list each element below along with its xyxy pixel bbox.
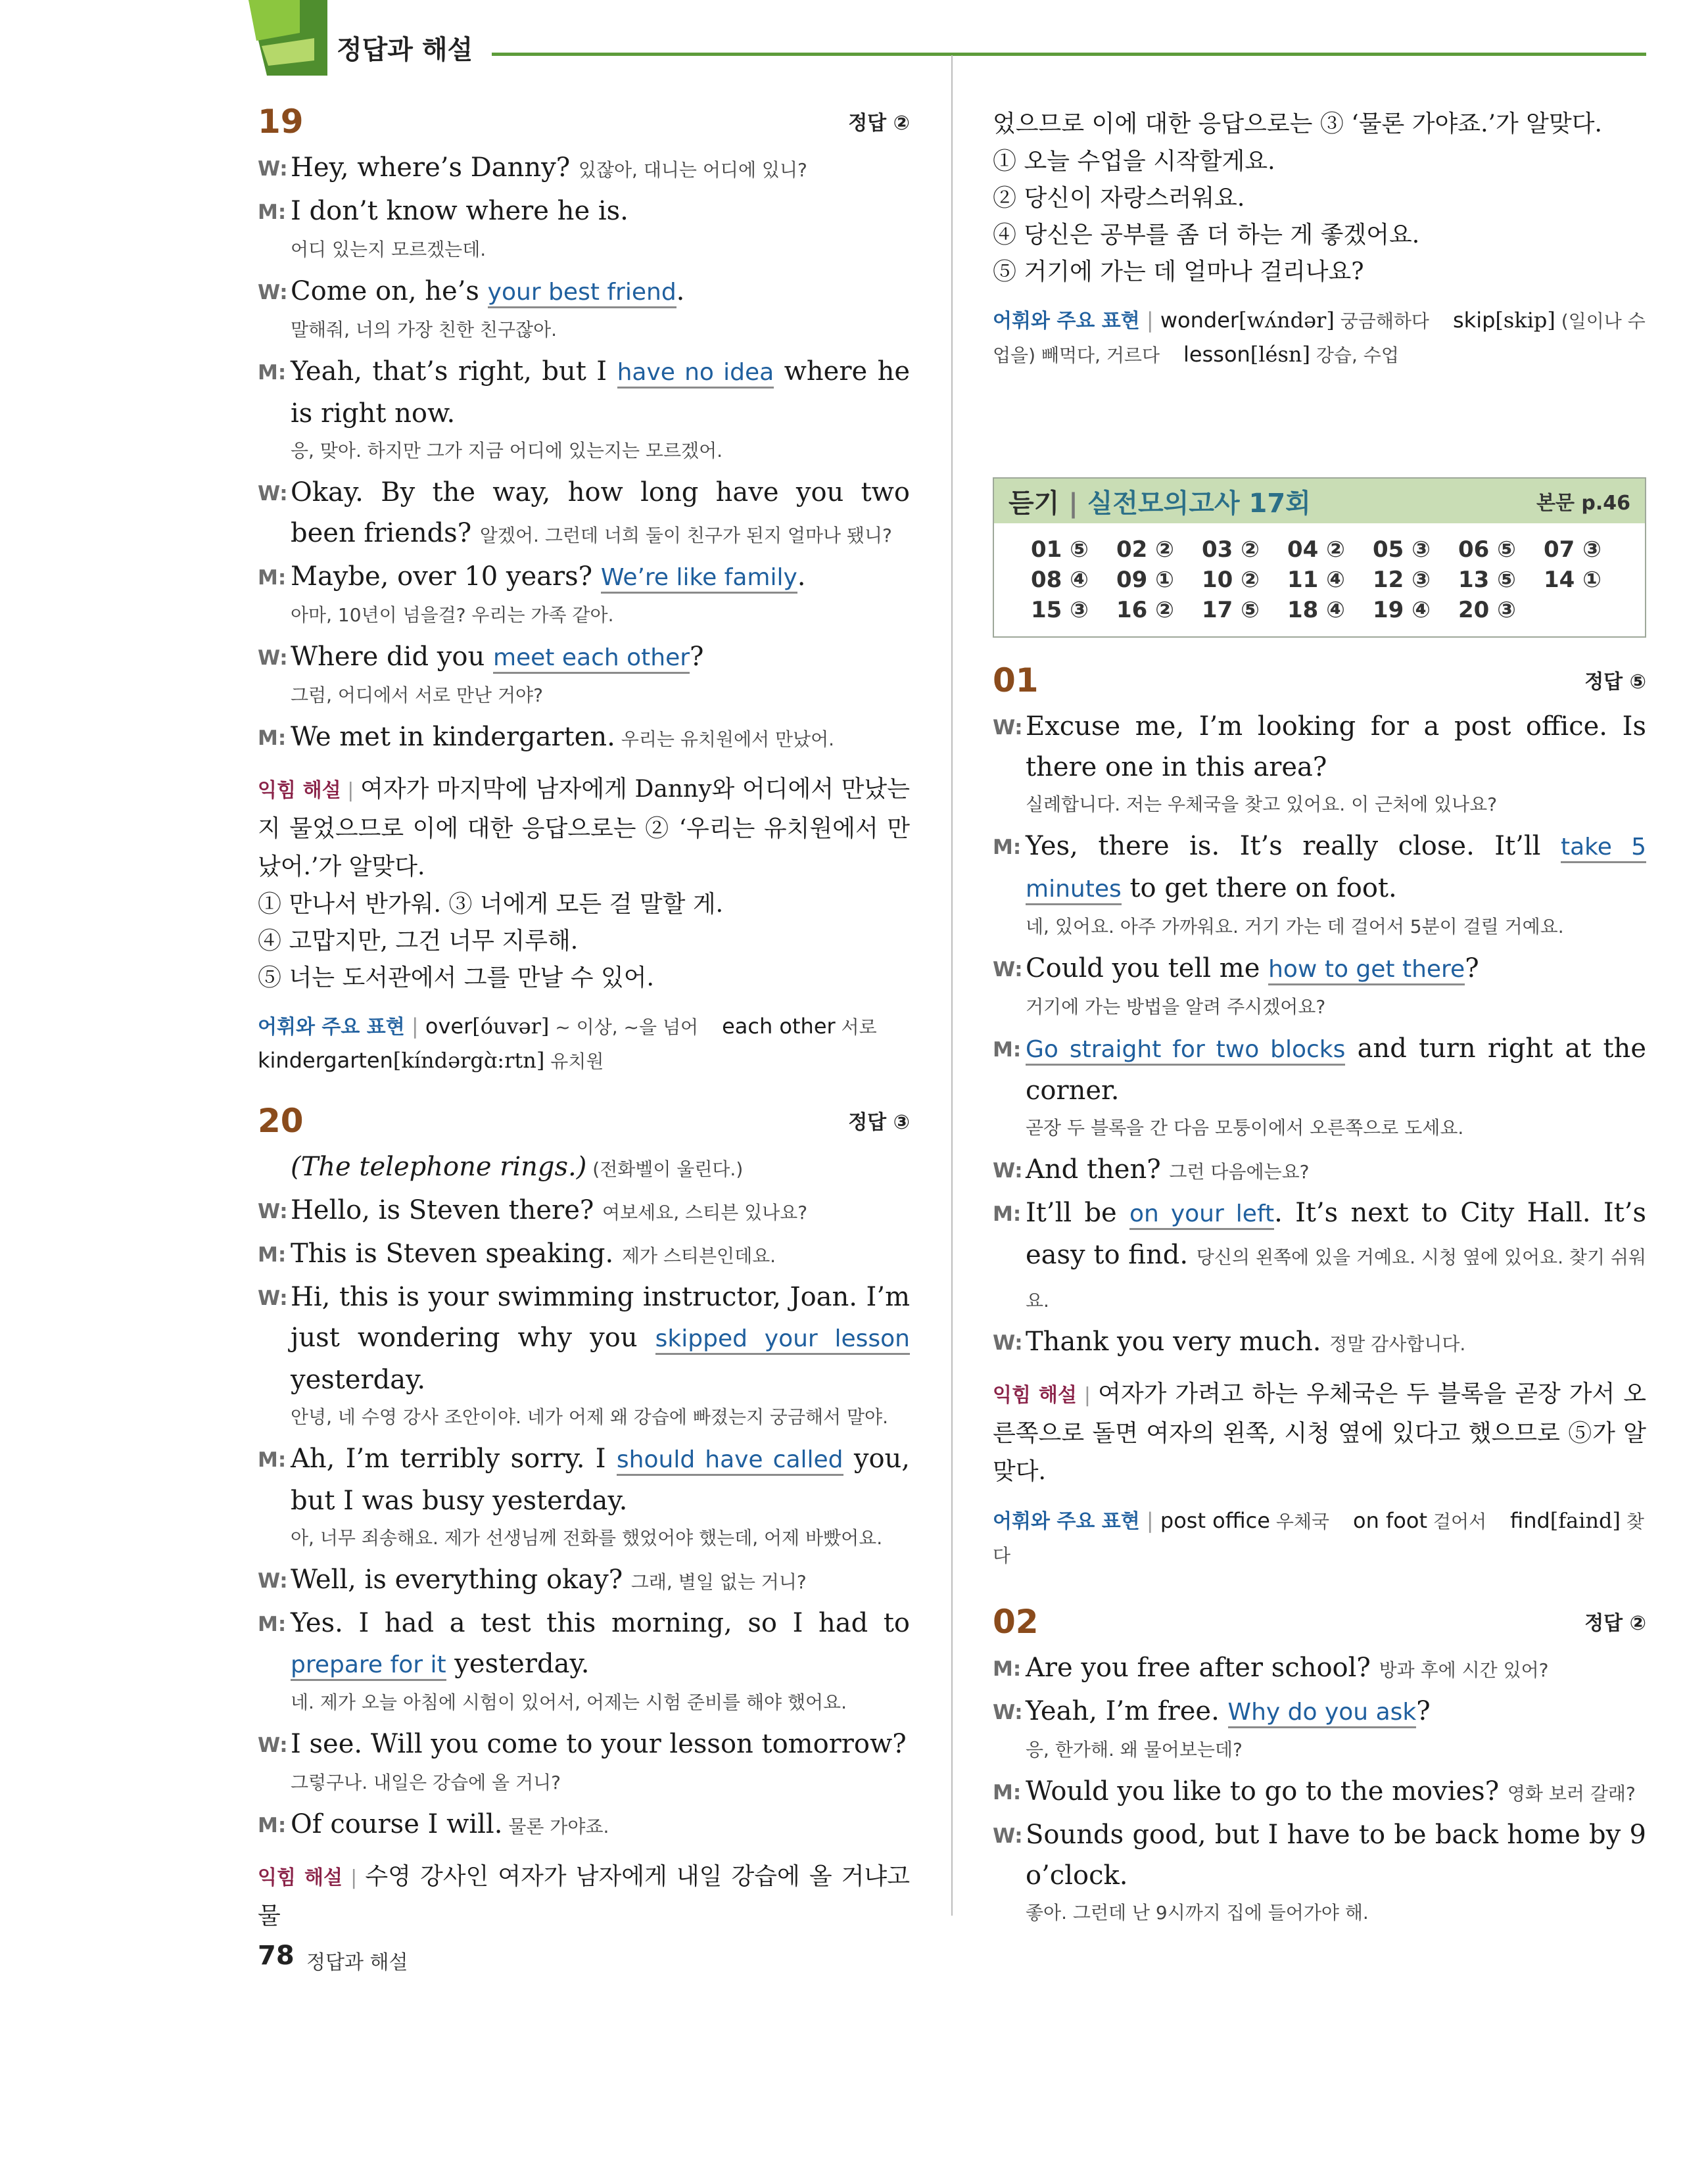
answer-key-header: 듣기 | 실전모의고사 17회 본문 p.46 (994, 479, 1645, 523)
line-english: Could you tell me (1026, 953, 1269, 983)
vocabulary: 어휘와 주요 표현 | wonder[wʌ́ndər] 궁금해하다 skip[skip] (일이나 수업을) 빼먹다, 거르다 lesson[lésn] 강습, 수업 (993, 308, 1646, 367)
question-20-header (258, 1102, 910, 1140)
line-english: Are you free after school? (1026, 1653, 1379, 1683)
right-column (993, 105, 1646, 1934)
line-english: It’ll be (1026, 1198, 1129, 1228)
answer-key-grid (994, 523, 1645, 636)
line-english: We met in kindergarten. (291, 722, 615, 752)
dialogue-line (258, 147, 910, 191)
line-text (291, 1190, 910, 1233)
vocab-entry (425, 1014, 698, 1039)
line-translation: 알겠어. 그런데 너희 둘이 친구가 된지 얼마나 됐니? (479, 525, 892, 546)
line-translation: 거기에 가는 방법을 알려 주시겠어요? (1026, 996, 1326, 1018)
line-text (1026, 1814, 1646, 1896)
line-text (1026, 1771, 1646, 1814)
line-text (291, 191, 910, 233)
vocab-pronunciation: [skip] (1495, 308, 1555, 333)
answer-key-item: 04 ② (1287, 536, 1345, 563)
line-english: yesterday. (291, 1365, 426, 1395)
dialogue-line (258, 1277, 910, 1400)
line-english: Ah, I’m terribly sorry. I (291, 1444, 617, 1474)
line-english: and turn right at the corner. (1026, 1033, 1646, 1106)
dialogue-line (993, 948, 1646, 990)
speaker-label: W: (258, 482, 288, 506)
speaker-label: M: (993, 1202, 1022, 1226)
vocab-word: wonder (1160, 308, 1239, 333)
line-translation: 물론 가야죠. (502, 1816, 609, 1837)
dialogue-line (993, 1321, 1646, 1365)
line-text (1026, 1647, 1646, 1691)
explanation: 익힘 해설 | 여자가 마지막에 남자에게 Danny와 어디에서 만났는지 물었으므로 이에 대한 응답으로는 ② ‘우리는 유치원에서 만났어.’가 알맞다. (258, 776, 910, 880)
answer-key-item: 13 ⑤ (1458, 567, 1516, 593)
answer-option: ① 만나서 반가워. ③ 너에게 모든 걸 말할 게. (258, 891, 724, 918)
key-phrase: have no idea (617, 359, 774, 389)
line-english: Sounds good, but I have to be back home by 9 o’clock. (1026, 1820, 1646, 1891)
dialogue-02 (993, 1647, 1646, 1930)
speaker-label: M: (258, 1448, 287, 1472)
line-translation: 아, 너무 죄송해요. 제가 선생님께 전화를 했었어야 했는데, 어제 바빴어요. (291, 1527, 883, 1549)
dialogue-19 (258, 147, 910, 760)
vocabulary-label: 어휘와 주요 표현 (993, 1510, 1140, 1533)
line-translation: 그래, 별일 없는 거니? (630, 1571, 807, 1593)
vocab-pronunciation: [lésn] (1250, 342, 1310, 367)
line-text (291, 472, 910, 556)
line-english: I don’t know where he is. (291, 196, 629, 226)
explanation: 익힘 해설 | 여자가 가려고 하는 우체국은 두 블록을 곧장 가서 오른쪽으로 돌면 여자의 왼쪽, 시청 옆에 있다고 했으므로 ⑤가 알맞다. (993, 1381, 1646, 1485)
vocab-entry (258, 1048, 604, 1073)
dialogue-line (258, 1233, 910, 1277)
line-english: This is Steven speaking. (291, 1239, 622, 1269)
speaker-label: W: (993, 1331, 1023, 1355)
key-phrase: meet each other (493, 644, 690, 674)
answer-key-item: 03 ② (1202, 536, 1260, 563)
line-english: Yeah, I’m free. (1026, 1696, 1228, 1726)
key-phrase: on your left (1129, 1200, 1274, 1230)
dialogue-line (993, 706, 1646, 788)
line-english: Well, is everything okay? (291, 1565, 631, 1595)
line-english: Yeah, that’s right, but I (291, 356, 617, 387)
answer-key-item: 02 ② (1116, 536, 1174, 563)
speaker-label: M: (993, 1038, 1022, 1062)
line-text (291, 717, 910, 760)
answer-option: ① 오늘 수업을 시작할게요. (993, 148, 1275, 175)
options-20 (993, 143, 1646, 291)
line-translation: 그런 다음에는요? (1169, 1161, 1310, 1183)
line-english: you, but I was busy yesterday. (291, 1444, 911, 1516)
vocab-pronunciation: [óuvər] (472, 1014, 550, 1039)
answer-label: 정답 ⑤ (1584, 671, 1646, 694)
left-column (258, 105, 910, 1935)
line-translation: 방과 후에 시간 있어? (1379, 1659, 1549, 1681)
dialogue-line (993, 1149, 1646, 1193)
vocab-word: over (425, 1014, 473, 1039)
vocab-meaning: (일이나 수업을) 빼먹다, 거르다 (993, 310, 1646, 366)
answer-key-item: 07 ③ (1544, 536, 1601, 563)
dialogue-line (258, 1438, 910, 1521)
answer-key-item: 18 ④ (1287, 597, 1345, 623)
answer-key-item: 08 ④ (1031, 567, 1089, 593)
speaker-label: W: (258, 281, 288, 304)
speaker-label: M: (993, 1657, 1022, 1681)
answer-key-item: 15 ③ (1031, 597, 1089, 623)
line-text (291, 1277, 910, 1400)
answer-label: 정답 ② (848, 112, 910, 135)
vocab-meaning: 강습, 수업 (1310, 344, 1399, 366)
line-text (1026, 1691, 1646, 1733)
vocab-word: skip (1452, 308, 1496, 333)
line-text (1026, 706, 1646, 788)
line-translation: 우리는 유치원에서 만났어. (615, 728, 835, 750)
dialogue-line (258, 636, 910, 678)
answer-key-item: 20 ③ (1458, 597, 1516, 623)
vocab-meaning: ~ 이상, ~을 넘어 (549, 1016, 699, 1038)
line-english: Hi, this is your swimming instructor, Joan. I’m just wondering why you (291, 1282, 910, 1353)
question-01-header (993, 661, 1646, 699)
line-translation: 말해줘, 너의 가장 친한 친구잖아. (291, 319, 557, 341)
question-20 (258, 1104, 910, 1935)
speaker-label: M: (258, 361, 287, 385)
explanation-text: 수영 강사인 여자가 남자에게 내일 강습에 올 거냐고 물 (258, 1863, 910, 1929)
explanation-label: 익힘 해설 (993, 1384, 1077, 1407)
line-text (1026, 1321, 1646, 1365)
line-text (1026, 1149, 1646, 1193)
vocab-meaning: 서로 (835, 1016, 877, 1038)
line-text (291, 147, 910, 191)
key-phrase: skipped your lesson (655, 1325, 910, 1355)
speaker-label: M: (258, 201, 287, 224)
line-text (291, 1724, 910, 1766)
speaker-label: W: (993, 1701, 1023, 1724)
answer-key-item: 09 ① (1116, 567, 1174, 593)
line-english: where he is right now. (291, 356, 911, 429)
key-phrase: We’re like family (601, 564, 797, 594)
key-phrase: your best friend (488, 279, 676, 308)
vocab-pronunciation: [faind] (1550, 1508, 1621, 1533)
column-divider (951, 55, 953, 1916)
explanation: 익힘 해설 | 수영 강사인 여자가 남자에게 내일 강습에 올 거냐고 물 (258, 1863, 910, 1929)
key-phrase: Why do you ask (1228, 1699, 1417, 1728)
answer-key-item: 11 ④ (1287, 567, 1345, 593)
line-english: And then? (1026, 1154, 1170, 1185)
speaker-label: M: (258, 566, 287, 590)
line-translation: 정말 감사합니다. (1329, 1333, 1466, 1355)
dialogue-line (258, 1804, 910, 1847)
answer-key-item: 06 ⑤ (1458, 536, 1516, 563)
line-english: ? (1465, 953, 1479, 983)
explanation-text: 여자가 마지막에 남자에게 Danny와 어디에서 만났는지 물었으므로 이에 대한 응답으로는 ② ‘우리는 유치원에서 만났어.’가 알맞다. (258, 776, 910, 880)
line-translation: 응, 맞아. 하지만 그가 지금 어디에 있는지는 모르겠어. (291, 440, 723, 461)
key-phrase: how to get there (1268, 956, 1465, 985)
dialogue-line (258, 1603, 910, 1686)
line-translation: 응, 한가해. 왜 물어보는데? (1026, 1739, 1243, 1760)
speaker-label: W: (258, 1734, 288, 1757)
explanation-label: 익힘 해설 (258, 1866, 343, 1889)
line-translation: 아마, 10년이 넘을걸? 우리는 가족 같아. (291, 604, 614, 626)
line-english: . It’s next to City Hall. It’s easy to find. (1026, 1198, 1647, 1270)
page-number: 78 (258, 1941, 295, 1971)
speaker-label: M: (258, 1243, 287, 1267)
vocab-word: find (1510, 1508, 1550, 1533)
dialogue-line (993, 1193, 1646, 1321)
dialogue-line (258, 271, 910, 313)
line-translation: 네, 있어요. 아주 가까워요. 거기 가는 데 걸어서 5분이 걸릴 거예요. (1026, 916, 1564, 937)
question-number: 19 (258, 103, 304, 141)
speaker-label: M: (993, 836, 1022, 859)
vocab-meaning: 우체국 (1269, 1511, 1329, 1532)
line-english: Where did you (291, 642, 493, 672)
speaker-label: M: (258, 726, 287, 750)
vocab-entry (1353, 1508, 1486, 1533)
vocab-meaning: 궁금해하다 (1334, 310, 1429, 332)
answer-key-item: 16 ② (1116, 597, 1174, 623)
vocab-word: each other (722, 1014, 836, 1039)
vocab-word: kindergarten (258, 1048, 393, 1073)
line-text (1026, 826, 1646, 910)
answer-key-page-ref: 본문 p.46 (1536, 492, 1630, 515)
question-01 (993, 661, 1647, 1572)
key-phrase: should have called (617, 1446, 843, 1476)
line-translation: 안녕, 네 수영 강사 조안이야. 네가 어제 왜 강습에 빠졌는지 궁금해서 말야. (291, 1406, 889, 1428)
key-phrase: take 5 minutes (1026, 834, 1646, 905)
line-english: . (797, 561, 806, 592)
vocab-entry (1183, 342, 1399, 367)
dialogue-20 (258, 1190, 910, 1847)
speaker-label: M: (993, 1781, 1022, 1805)
speaker-label: W: (993, 1824, 1023, 1848)
line-text (291, 1559, 910, 1603)
line-translation: 곧장 두 블록을 간 다음 모퉁이에서 오른쪽으로 도세요. (1026, 1117, 1464, 1139)
line-translation: 있잖아, 대니는 어디에 있니? (578, 159, 807, 181)
speaker-label: W: (258, 157, 288, 181)
vocab-entry (1160, 1508, 1329, 1533)
line-text (291, 1438, 910, 1521)
line-text (1026, 1028, 1646, 1111)
line-translation: 그렇구나. 내일은 강습에 올 거니? (291, 1772, 561, 1793)
line-translation: 제가 스티븐인데요. (621, 1245, 776, 1267)
line-text (1026, 948, 1646, 990)
answer-key-item: 01 ⑤ (1031, 536, 1089, 563)
line-english: Hey, where’s Danny? (291, 153, 579, 183)
answer-key-item: 05 ③ (1373, 536, 1431, 563)
header-rule (492, 53, 1646, 56)
speaker-label: W: (258, 646, 288, 670)
answer-option: ② 당신이 자랑스러워요. (993, 185, 1245, 212)
section-logo (249, 0, 327, 76)
speaker-label: W: (258, 1287, 288, 1310)
vocab-meaning: 유치원 (544, 1051, 604, 1072)
line-text (291, 1233, 910, 1277)
dialogue-line (258, 556, 910, 598)
dialogue-line (258, 351, 910, 434)
line-english: Okay. By the way, how long have you two been friends? (291, 477, 910, 548)
vocab-meaning: 걸어서 (1427, 1511, 1487, 1532)
vocab-meaning: 찾다 (993, 1511, 1644, 1567)
answer-key-item: 10 ② (1202, 567, 1260, 593)
dialogue-line (993, 1814, 1646, 1896)
dialogue-line (993, 1647, 1646, 1691)
dialogue-line (258, 191, 910, 233)
answer-label: 정답 ③ (848, 1111, 910, 1134)
question-02-header (993, 1603, 1646, 1641)
line-english: Yes, there is. It’s really close. It’ll (1026, 831, 1561, 861)
vocab-entry (1160, 308, 1429, 333)
answer-label: 정답 ② (1584, 1612, 1646, 1635)
dialogue-line (258, 472, 910, 556)
line-translation: 좋아. 그런데 난 9시까지 집에 들어가야 해. (1026, 1902, 1369, 1924)
answer-key-item: 14 ① (1544, 567, 1601, 593)
line-english: Excuse me, I’m looking for a post office. Is there one in this area? (1026, 711, 1646, 782)
line-english: Come on, he’s (291, 276, 488, 306)
dialogue-line (993, 1771, 1646, 1814)
answer-key-box (993, 477, 1646, 638)
dialogue-line (258, 1559, 910, 1603)
vocab-word: on foot (1353, 1508, 1427, 1533)
line-english: Maybe, over 10 years? (291, 561, 601, 592)
speaker-label: W: (993, 716, 1023, 740)
dialogue-line (993, 1028, 1646, 1111)
explanation-text: 여자가 가려고 하는 우체국은 두 블록을 곧장 가서 오른쪽으로 돌면 여자의 왼쪽, 시청 옆에 있다고 했으므로 ⑤가 알맞다. (993, 1381, 1646, 1485)
key-phrase: prepare for it (291, 1651, 446, 1681)
speaker-label: W: (993, 1159, 1023, 1183)
question-number: 01 (993, 661, 1039, 699)
line-translation: 그럼, 어디에서 서로 만난 거야? (291, 684, 543, 706)
answer-key-item: 19 ④ (1373, 597, 1431, 623)
answer-option: ④ 고맙지만, 그건 너무 지루해. (258, 928, 579, 955)
dialogue-line (258, 1724, 910, 1766)
line-text (291, 271, 910, 313)
line-english: to get there on foot. (1121, 873, 1397, 903)
key-phrase: Go straight for two blocks (1026, 1036, 1345, 1066)
line-english: Yes. I had a test this morning, so I had to (291, 1608, 910, 1638)
line-text (291, 636, 910, 678)
answer-option: ④ 당신은 공부를 좀 더 하는 게 좋겠어요. (993, 222, 1420, 248)
vocab-entry (722, 1014, 877, 1039)
vocab-word: lesson (1183, 342, 1250, 367)
answer-key-item: 17 ⑤ (1202, 597, 1260, 623)
line-english: Would you like to go to the movies? (1026, 1776, 1507, 1807)
dialogue-01 (993, 706, 1646, 1365)
line-text (291, 351, 910, 434)
line-english: ? (1416, 1696, 1431, 1726)
dialogue-line (993, 1691, 1646, 1733)
header-title: 정답과 해설 (337, 35, 473, 65)
answer-key-subtitle: 실전모의고사 17회 (1087, 488, 1311, 519)
line-translation: 여보세요, 스티븐 있나요? (602, 1202, 808, 1223)
line-english: ? (690, 642, 704, 672)
line-english: yesterday. (446, 1649, 590, 1679)
speaker-label: M: (258, 1613, 287, 1636)
line-text (291, 1603, 910, 1686)
options-19 (258, 886, 910, 997)
question-number: 02 (993, 1603, 1039, 1641)
line-text (291, 1804, 910, 1847)
speaker-label: W: (258, 1200, 288, 1223)
speaker-label: W: (258, 1569, 288, 1593)
line-english: Thank you very much. (1026, 1327, 1330, 1357)
dialogue-line (993, 826, 1646, 910)
speaker-label: M: (258, 1814, 287, 1837)
line-english: Hello, is Steven there? (291, 1195, 603, 1225)
line-translation: 영화 보러 갈래? (1507, 1783, 1636, 1805)
vocabulary-label: 어휘와 주요 표현 (258, 1016, 405, 1039)
question-number: 20 (258, 1102, 304, 1140)
line-translation: 네. 제가 오늘 아침에 시험이 있어서, 어제는 시험 준비를 해야 했어요. (291, 1691, 847, 1713)
line-english: I see. Will you come to your lesson tomorrow? (291, 1729, 907, 1759)
vocab-pronunciation: [kíndərgɑ̀:rtn] (392, 1048, 545, 1073)
dialogue-line (258, 717, 910, 760)
vocabulary: 어휘와 주요 표현 | post office 우체국 on foot 걸어서 find[faind] 찾다 (993, 1508, 1644, 1567)
question-19-header (258, 103, 910, 141)
question-02 (993, 1605, 1646, 1930)
answer-key-title: 듣기 (1008, 488, 1060, 519)
dialogue-line (258, 1190, 910, 1233)
speaker-label: W: (993, 958, 1023, 981)
explanation-label: 익힘 해설 (258, 779, 341, 802)
line-english: . (676, 276, 685, 306)
line-text (291, 556, 910, 598)
footer-label: 정답과 해설 (306, 1951, 408, 1974)
line-translation: 실례합니다. 저는 우체국을 찾고 있어요. 이 근처에 있나요? (1026, 793, 1498, 815)
line-text (1026, 1193, 1646, 1321)
line-translation: 당신의 왼쪽에 있을 거예요. 시청 옆에 있어요. 찾기 쉬워요. (1026, 1246, 1647, 1311)
line-translation: 어디 있는지 모르겠는데. (291, 239, 486, 260)
vocab-word: post office (1160, 1508, 1270, 1533)
vocabulary: 어휘와 주요 표현 | over[óuvər] ~ 이상, ~을 넘어 each other 서로kindergarten[kíndərgɑ̀:rtn] 유치원 (258, 1010, 910, 1078)
vocab-pronunciation: [wʌ́ndər] (1239, 308, 1335, 333)
line-english: Of course I will. (291, 1809, 503, 1839)
stage-direction: (The telephone rings.) (전화벨이 울린다.) (291, 1152, 744, 1182)
vocabulary-label: 어휘와 주요 표현 (993, 310, 1140, 333)
answer-option: ⑤ 거기에 가는 데 얼마나 걸리나요? (993, 258, 1364, 285)
answer-key-item: 12 ③ (1373, 567, 1431, 593)
explanation-continued: 었으므로 이에 대한 응답으로는 ③ ‘물론 가야죠.’가 알맞다. (993, 110, 1602, 137)
answer-option: ⑤ 너는 도서관에서 그를 만날 수 있어. (258, 964, 654, 991)
